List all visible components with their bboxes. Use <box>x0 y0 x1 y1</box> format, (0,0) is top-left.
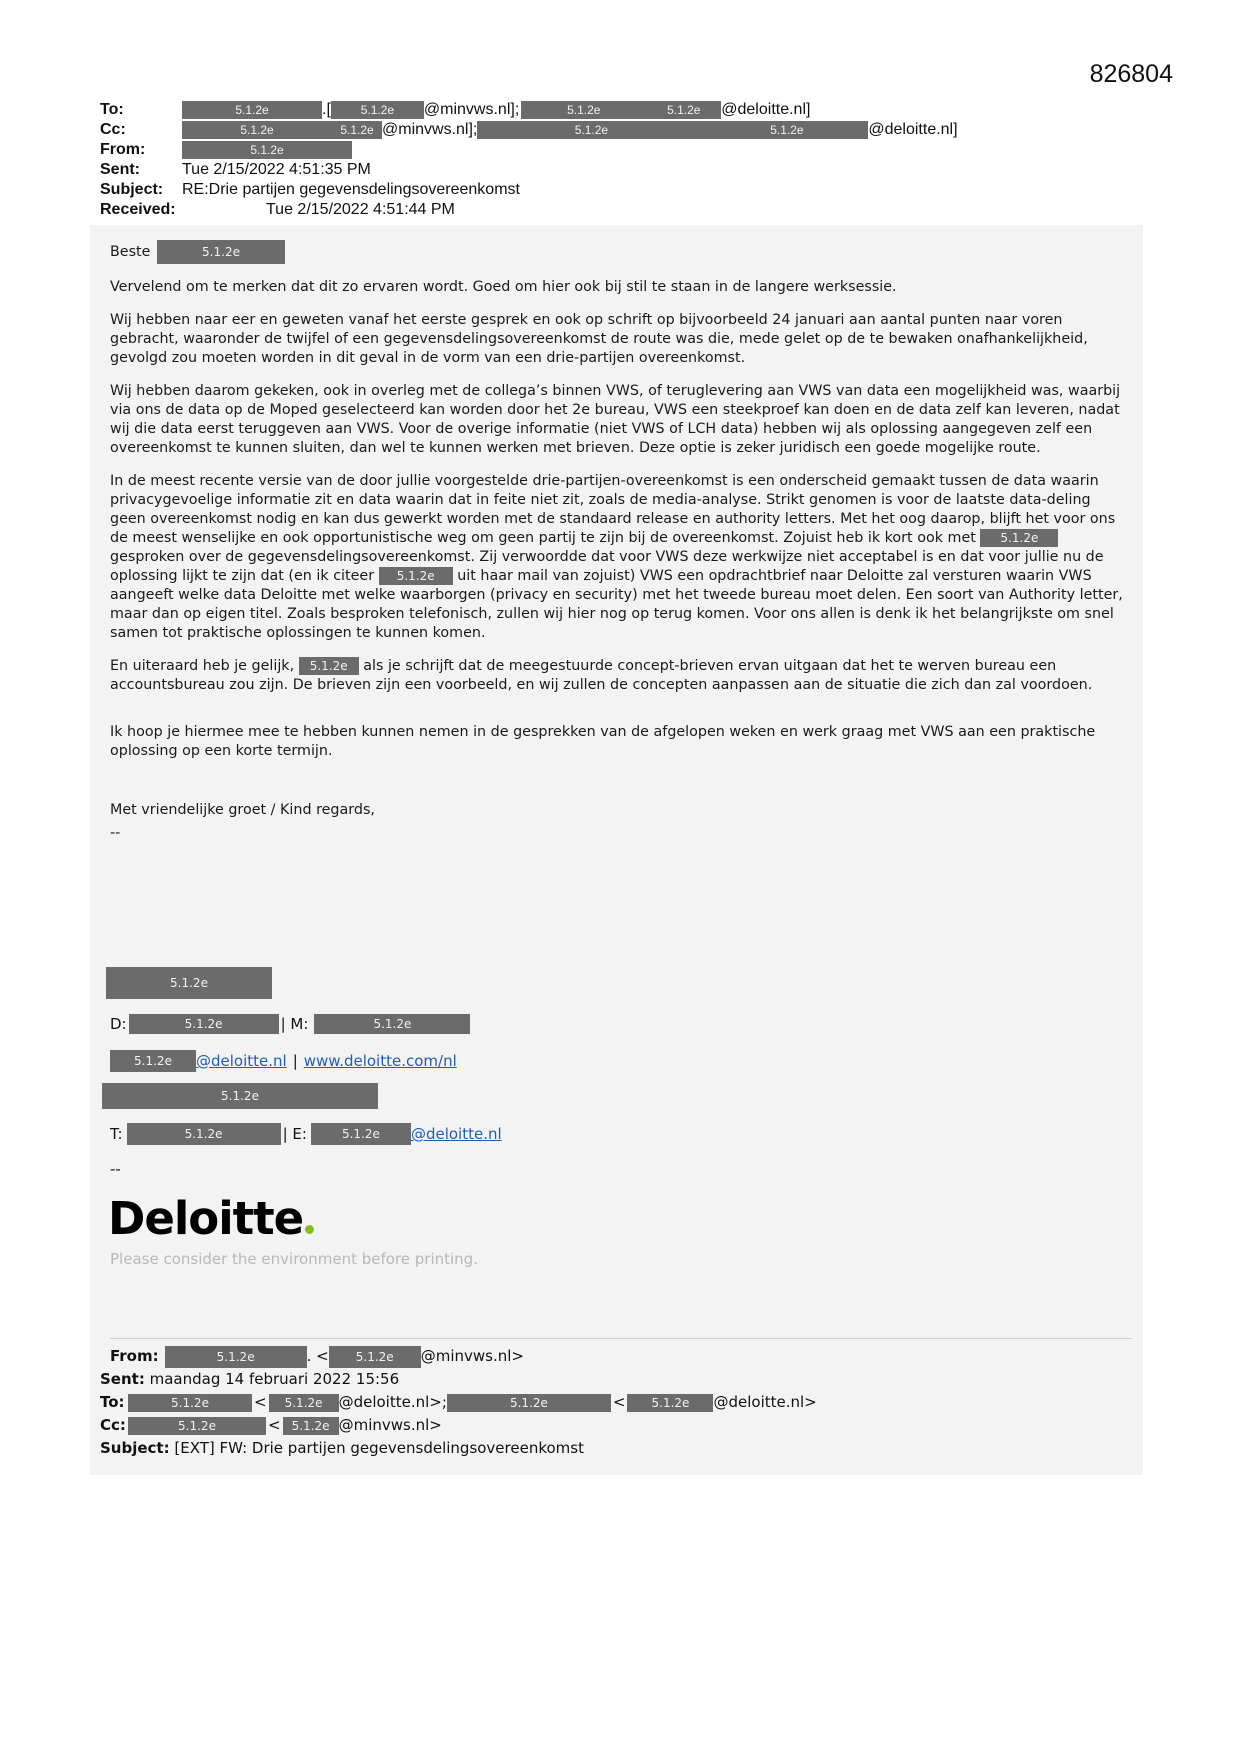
received-label: Received: <box>100 201 176 218</box>
deloitte-logo <box>108 1192 314 1245</box>
redaction: 5.1.2e <box>127 1123 281 1145</box>
received-row <box>100 200 958 220</box>
redaction: 5.1.2e <box>165 1346 307 1368</box>
redaction: 5.1.2e <box>447 1394 611 1412</box>
fwd-from-domain: @minvws.nl> <box>420 1347 524 1365</box>
document-number: 826804 <box>1089 60 1173 88</box>
redaction: 5.1.2e <box>102 1083 378 1109</box>
fwd-sent-value: maandag 14 februari 2022 15:56 <box>149 1370 400 1388</box>
fwd-lt: < <box>254 1393 267 1411</box>
paragraph-4-part-1: In de meest recente versie van de door jullie voorgestelde drie-partijen-overeenkomst is een onderscheid gemaakt tussen de data waarin privacygevoelige informatie zit en data waarin dat in feite niet zit, zoals de media-analyse. Strikt genomen is voor de laatste data-deling geen overeenkomst nodig en kan dus gewerkt worden met de standaard release en authority letters. Met het oog daarop, blijft het voor ons de meest wenselijke en ook opportunistische weg om geen partij te zijn bij de overeenkomst. Zojuist heb ik kort ook met <box>110 473 1116 546</box>
redaction: 5.1.2e <box>311 1123 411 1145</box>
redaction: 5.1.2e <box>110 1050 196 1072</box>
greeting <box>110 240 1130 264</box>
fwd-to-domain-2: @deloitte.nl> <box>713 1393 817 1411</box>
paragraph-5-part-1: En uiteraard heb je gelijk, <box>110 658 295 674</box>
redaction: 5.1.2e <box>157 240 285 264</box>
paragraph-1: Vervelend om te merken dat dit zo ervaren wordt. Goed om hier ook bij stil te staan in de langere werksessie. <box>110 279 897 295</box>
paragraph-4-part-2: gesproken over de gegevensdelingsovereenkomst. Zij verwoordde dat voor VWS deze werkwijze niet acceptabel is en dat voor jullie nu de oplossing lijkt te zijn dat (en ik citeer <box>110 549 1104 584</box>
redaction: 5.1.2e <box>283 1417 339 1435</box>
paragraph-2: Wij hebben naar eer en geweten vanaf het eerste gesprek en ook op schrift op bijvoorbeeld 24 januari aan aantal punten naar voren gebracht, waaronder de twijfel of een gegevensdelingsovereenkomst de route was die, mede gelet op de te bewaken onafhankelijkheid, gevolgd zou moeten worden in dit geval in de vorm van een drie-partijen overeenkomst. <box>110 312 1088 366</box>
direct-label: D: <box>110 1015 127 1033</box>
paragraph-4-part-3: uit haar mail van zojuist) VWS een opdrachtbrief naar Deloitte zal versturen waarin VWS aangeeft welke data Deloitte met welke waarborgen (privacy en security) met het tweede bureau moet delen. Een soort van Authority letter, maar dan op eigen titel. Zoals besproken telefonisch, zullen wij hier nog op terug komen. Voor ons allen is denk ik het belangrijkste om snel samen tot praktische oplossingen te kunnen komen. <box>110 568 1123 641</box>
to-domain-2: @deloitte.nl] <box>721 101 811 118</box>
redaction: 5.1.2e <box>379 567 453 585</box>
fwd-lt: < <box>612 1393 626 1411</box>
separator: | <box>292 1052 298 1070</box>
fwd-from-row <box>110 1345 817 1368</box>
redaction: 5.1.2e <box>627 1394 713 1412</box>
fwd-from-label: From: <box>110 1347 159 1365</box>
paragraph-6: Ik hoop je hiermee mee te hebben kunnen nemen in de gesprekken van de afgelopen weken en werk graag met VWS aan een praktische oplossing op een korte termijn. <box>110 724 1096 759</box>
forwarded-header <box>100 1345 817 1460</box>
redaction: 5.1.2e <box>314 1014 470 1034</box>
paragraph-4 <box>110 472 1130 643</box>
redaction: 5.1.2e <box>980 529 1058 547</box>
redaction: 5.1.2e <box>331 101 424 119</box>
subject-label: Subject: <box>100 181 164 198</box>
signature-email-row <box>110 1050 457 1072</box>
fwd-from-separator: . < <box>306 1347 329 1365</box>
signature-phone-row <box>110 1014 470 1034</box>
signature-tel-row <box>110 1123 502 1145</box>
divider <box>110 1338 1132 1339</box>
fwd-sent-row <box>100 1368 817 1391</box>
closing: Met vriendelijke groet / Kind regards, <box>110 802 375 818</box>
to-domain-1: @minvws.nl]; <box>423 101 520 118</box>
fwd-to-label: To: <box>100 1393 125 1411</box>
from-label: From: <box>100 141 146 158</box>
cc-domain-2: @deloitte.nl] <box>868 121 958 138</box>
fwd-subject-label: Subject: <box>100 1439 170 1457</box>
redaction: 5.1.2e <box>182 101 322 119</box>
email-label: | E: <box>282 1125 307 1143</box>
redaction: 5.1.2e <box>129 1014 279 1034</box>
to-bracket: .[ <box>322 101 331 118</box>
subject-row <box>100 180 958 200</box>
redaction: 5.1.2e <box>329 1346 421 1368</box>
sent-row <box>100 160 958 180</box>
fwd-lt: < <box>268 1416 281 1434</box>
fwd-cc-domain: @minvws.nl> <box>338 1416 442 1434</box>
cc-row <box>100 120 958 140</box>
received-value: Tue 2/15/2022 4:51:44 PM <box>266 201 455 218</box>
redaction: 5.1.2e <box>646 101 721 119</box>
redaction: 5.1.2e <box>477 121 705 139</box>
signature-dashes: -- <box>110 1160 121 1178</box>
environment-note: Please consider the environment before printing. <box>110 1250 478 1268</box>
from-row <box>100 140 958 160</box>
redaction: 5.1.2e <box>299 657 359 675</box>
mobile-label: | M: <box>280 1015 309 1033</box>
fwd-cc-row <box>100 1414 817 1437</box>
sent-value: Tue 2/15/2022 4:51:35 PM <box>182 161 371 178</box>
sent-label: Sent: <box>100 161 140 178</box>
logo-dot-icon <box>305 1225 314 1234</box>
to-row <box>100 100 958 120</box>
redaction: 5.1.2e <box>106 967 272 999</box>
paragraph-5 <box>110 657 1130 695</box>
redaction: 5.1.2e <box>705 121 868 139</box>
website-link[interactable]: www.deloitte.com/nl <box>303 1052 457 1070</box>
redaction: 5.1.2e <box>332 121 382 139</box>
redaction: 5.1.2e <box>128 1417 266 1435</box>
email-header <box>100 100 958 220</box>
email-link[interactable]: @deloitte.nl <box>196 1052 287 1070</box>
paragraph-3: Wij hebben daarom gekeken, ook in overleg met de collega’s binnen VWS, of teruglevering aan VWS van data een mogelijkheid was, waarbij via ons de data op de Moped geselecteerd kan worden door het 2e bureau, VWS een steekproef kan doen en de data zelf kan leveren, nadat wij die data eerst teruggeven aan VWS. Voor de overige informatie (niet VWS of LCH data) hebben wij als oplossing aangegeven zelf een overeenkomst te kunnen sluiten, dan wel te kunnen werken met brieven. Deze optie is zeker juridisch een goede mogelijke route. <box>110 383 1121 456</box>
to-label: To: <box>100 101 124 118</box>
subject-value: RE:Drie partijen gegevensdelingsovereenkomst <box>182 181 520 198</box>
message-body <box>110 240 1130 843</box>
email-link-2[interactable]: @deloitte.nl <box>410 1125 502 1143</box>
fwd-to-row <box>100 1391 817 1414</box>
fwd-subject-value: [EXT] FW: Drie partijen gegevensdelingsovereenkomst <box>174 1439 584 1457</box>
greeting-text: Beste <box>110 244 151 260</box>
redaction: 5.1.2e <box>128 1394 252 1412</box>
cc-label: Cc: <box>100 121 126 138</box>
logo-text: Deloitte <box>108 1192 304 1245</box>
fwd-cc-label: Cc: <box>100 1416 126 1434</box>
tel-label: T: <box>110 1125 123 1143</box>
paragraph-5-part-2: als je schrijft dat de meegestuurde concept-brieven ervan uitgaan dat het te werven bureau een accountsbureau zou zijn. De brieven zijn een voorbeeld, en wij zullen de concepten aanpassen aan de situatie die zich dan zal voordoen. <box>110 658 1093 693</box>
redaction: 5.1.2e <box>269 1394 339 1412</box>
redaction: 5.1.2e <box>182 141 352 159</box>
fwd-subject-row <box>100 1437 817 1460</box>
redaction: 5.1.2e <box>182 121 332 139</box>
cc-domain-1: @minvws.nl]; <box>382 121 478 138</box>
fwd-sent-label: Sent: <box>100 1370 145 1388</box>
fwd-to-domain-1: @deloitte.nl>; <box>338 1393 447 1411</box>
closing-dashes: -- <box>110 825 121 841</box>
redaction: 5.1.2e <box>521 101 646 119</box>
